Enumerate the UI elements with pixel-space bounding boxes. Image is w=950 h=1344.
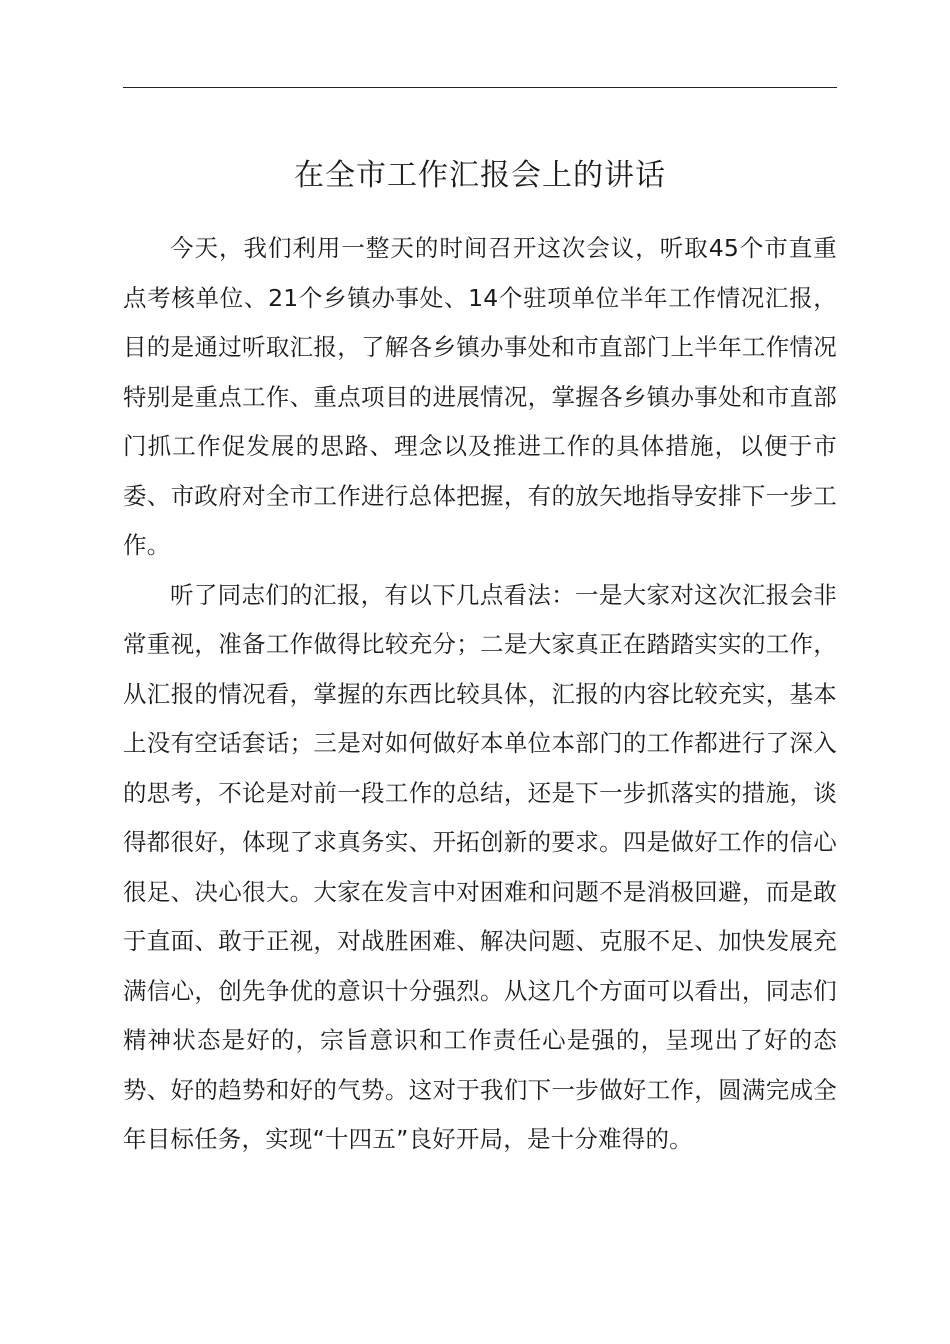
document-title: 在全市工作汇报会上的讲话 bbox=[294, 158, 666, 193]
header-rule bbox=[123, 87, 837, 88]
document-body bbox=[123, 224, 837, 1165]
paragraph: 听了同志们的汇报，有以下几点看法：一是大家对这次汇报会非常重视，准备工作做得比较充分；二是大家真正在踏踏实实的工作，从汇报的情况看，掌握的东西比较具体，汇报的内容比较充实，基本上没有空话套话；三是对如何做好本单位本部门的工作都进行了深入的思考，不论是对前一段工作的总结，还是下一步抓落实的措施，谈得都很好，体现了求真务实、开拓创新的要求。四是做好工作的信心很足、决心很大。大家在发言中对困难和问题不是消极回避，而是敢于直面、敢于正视，对战胜困难、解决问题、克服不足、加快发展充满信心，创先争优的意识十分强烈。从这几个方面可以看出，同志们精神状态是好的，宗旨意识和工作责任心是强的，呈现出了好的态势、好的趋势和好的气势。这对于我们下一步做好工作，圆满完成全年目标任务，实现“十四五”良好开局，是十分难得的。 bbox=[123, 580, 837, 1153]
paragraph: 今天，我们利用一整天的时间召开这次会议，听取45个市直重点考核单位、21个乡镇办事处、14个驻项单位半年工作情况汇报，目的是通过听取汇报，了解各乡镇办事处和市直部门上半年工作情况特别是重点工作、重点项目的进展情况，掌握各乡镇办事处和市直部门抓工作促发展的思路、理念以及推进工作的具体措施，以便于市委、市政府对全市工作进行总体把握，有的放矢地指导安排下一步工作。 bbox=[123, 234, 837, 559]
